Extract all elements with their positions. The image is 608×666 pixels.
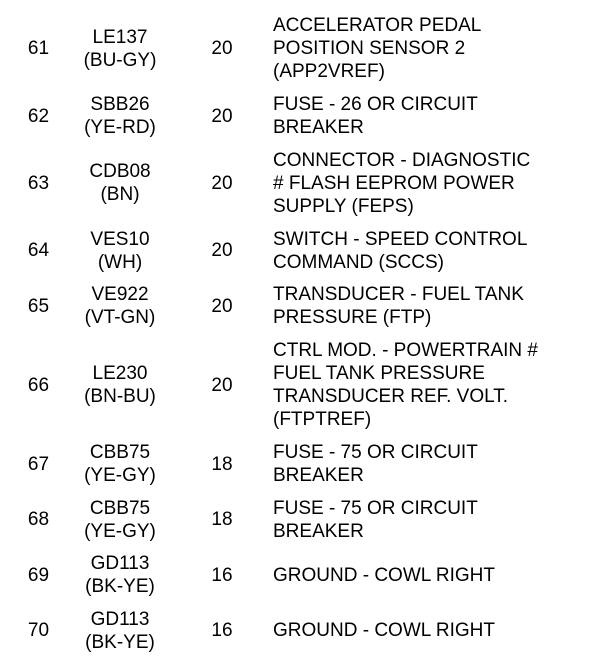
- circuit-cell: [70, 441, 170, 487]
- wire-gauge: 16: [211, 620, 233, 642]
- circuit-cell: [70, 608, 170, 654]
- circuit-function-line: FUSE - 26 OR CIRCUIT: [273, 94, 478, 116]
- table-row: [0, 148, 608, 218]
- circuit-cell: [70, 497, 170, 543]
- circuit-function: [273, 564, 603, 587]
- pin-number: 65: [27, 295, 50, 317]
- wire-color: (YE-RD): [84, 117, 156, 139]
- circuit-code: CBB75: [89, 497, 151, 519]
- circuit-function-line: ACCELERATOR PEDAL: [273, 15, 482, 37]
- circuit-function: [273, 93, 603, 139]
- circuit-function-line: SUPPLY (FEPS): [273, 195, 414, 217]
- wire-gauge: 16: [211, 564, 233, 586]
- circuit-function-line: TRANSDUCER REF. VOLT.: [273, 386, 509, 408]
- table-row: [0, 441, 608, 488]
- circuit-code: LE230: [92, 363, 148, 385]
- pin-number: 69: [27, 564, 50, 586]
- circuit-function-line: CTRL MOD. - POWERTRAIN #: [273, 340, 538, 362]
- circuit-cell: [70, 160, 170, 206]
- wire-color: (YE-GY): [84, 520, 156, 542]
- circuit-function-line: CONNECTOR - DIAGNOSTIC: [273, 149, 531, 171]
- pin-number: 63: [27, 172, 50, 194]
- table-row: [0, 283, 608, 330]
- pin-number: 67: [27, 453, 50, 475]
- pin-number: 66: [27, 374, 50, 396]
- circuit-function-line: PRESSURE (FTP): [273, 307, 432, 329]
- circuit-code: GD113: [90, 608, 150, 630]
- pin-number: 70: [27, 620, 50, 642]
- circuit-cell: [70, 362, 170, 408]
- circuit-code: LE137: [92, 26, 148, 48]
- circuit-function: [273, 228, 603, 274]
- wire-gauge: 20: [211, 240, 233, 262]
- wire-gauge: 20: [211, 172, 233, 194]
- circuit-function-line: COMMAND (SCCS): [273, 251, 444, 273]
- table-row: [0, 227, 608, 274]
- circuit-function-line: # FLASH EEPROM POWER: [273, 172, 515, 194]
- table-row: [0, 93, 608, 140]
- circuit-function-line: FUSE - 75 OR CIRCUIT: [273, 497, 478, 519]
- circuit-function: [273, 339, 603, 431]
- wire-color: (WH): [97, 251, 143, 273]
- circuit-cell: [70, 93, 170, 139]
- wire-color: (YE-GY): [84, 465, 156, 487]
- wire-color: (BN-BU): [84, 386, 156, 408]
- circuit-code: VES10: [90, 228, 150, 250]
- circuit-function: [273, 441, 603, 487]
- wire-color: (BK-YE): [85, 631, 155, 653]
- pin-number: 64: [27, 240, 50, 262]
- table-row: [0, 339, 608, 432]
- circuit-function-line: (FTPTREF): [273, 409, 372, 431]
- circuit-function-line: GROUND - COWL RIGHT: [273, 564, 496, 586]
- table-row: [0, 14, 608, 84]
- wire-color: (BN): [100, 184, 140, 206]
- circuit-function-line: FUSE - 75 OR CIRCUIT: [273, 442, 478, 464]
- table-row: [0, 552, 608, 599]
- circuit-function: [273, 149, 603, 218]
- circuit-function-line: GROUND - COWL RIGHT: [273, 620, 496, 642]
- circuit-function-line: BREAKER: [273, 117, 364, 139]
- wire-gauge: 20: [211, 38, 233, 60]
- circuit-function-line: (APP2VREF): [273, 61, 385, 83]
- wire-gauge: 18: [211, 453, 233, 475]
- pin-number: 68: [27, 509, 50, 531]
- wire-color: (BU-GY): [83, 49, 157, 71]
- circuit-function: [273, 497, 603, 543]
- table-row: [0, 496, 608, 543]
- circuit-function-line: FUEL TANK PRESSURE: [273, 363, 485, 385]
- pin-number: 61: [27, 38, 50, 60]
- wire-gauge: 20: [211, 105, 233, 127]
- circuit-function-line: POSITION SENSOR 2: [273, 38, 466, 60]
- circuit-function-line: BREAKER: [273, 465, 364, 487]
- circuit-code: CDB08: [89, 161, 151, 183]
- wire-gauge: 18: [211, 509, 233, 531]
- circuit-cell: [70, 228, 170, 274]
- circuit-cell: [70, 26, 170, 72]
- circuit-code: CBB75: [89, 442, 151, 464]
- circuit-function: [273, 14, 603, 83]
- wire-gauge: 20: [211, 374, 233, 396]
- circuit-code: GD113: [90, 553, 150, 575]
- circuit-cell: [70, 283, 170, 329]
- circuit-function-line: SWITCH - SPEED CONTROL: [273, 228, 528, 250]
- circuit-function: [273, 619, 603, 642]
- circuit-function: [273, 283, 603, 329]
- wire-gauge: 20: [211, 295, 233, 317]
- circuit-code: VE922: [91, 284, 149, 306]
- circuit-cell: [70, 552, 170, 598]
- circuit-function-line: TRANSDUCER - FUEL TANK: [273, 284, 524, 306]
- circuit-code: SBB26: [90, 94, 150, 116]
- connector-pinout-table: [0, 14, 608, 663]
- wire-color: (BK-YE): [85, 576, 155, 598]
- circuit-function-line: BREAKER: [273, 520, 364, 542]
- pin-number: 62: [27, 105, 50, 127]
- wire-color: (VT-GN): [84, 307, 156, 329]
- table-row: [0, 608, 608, 655]
